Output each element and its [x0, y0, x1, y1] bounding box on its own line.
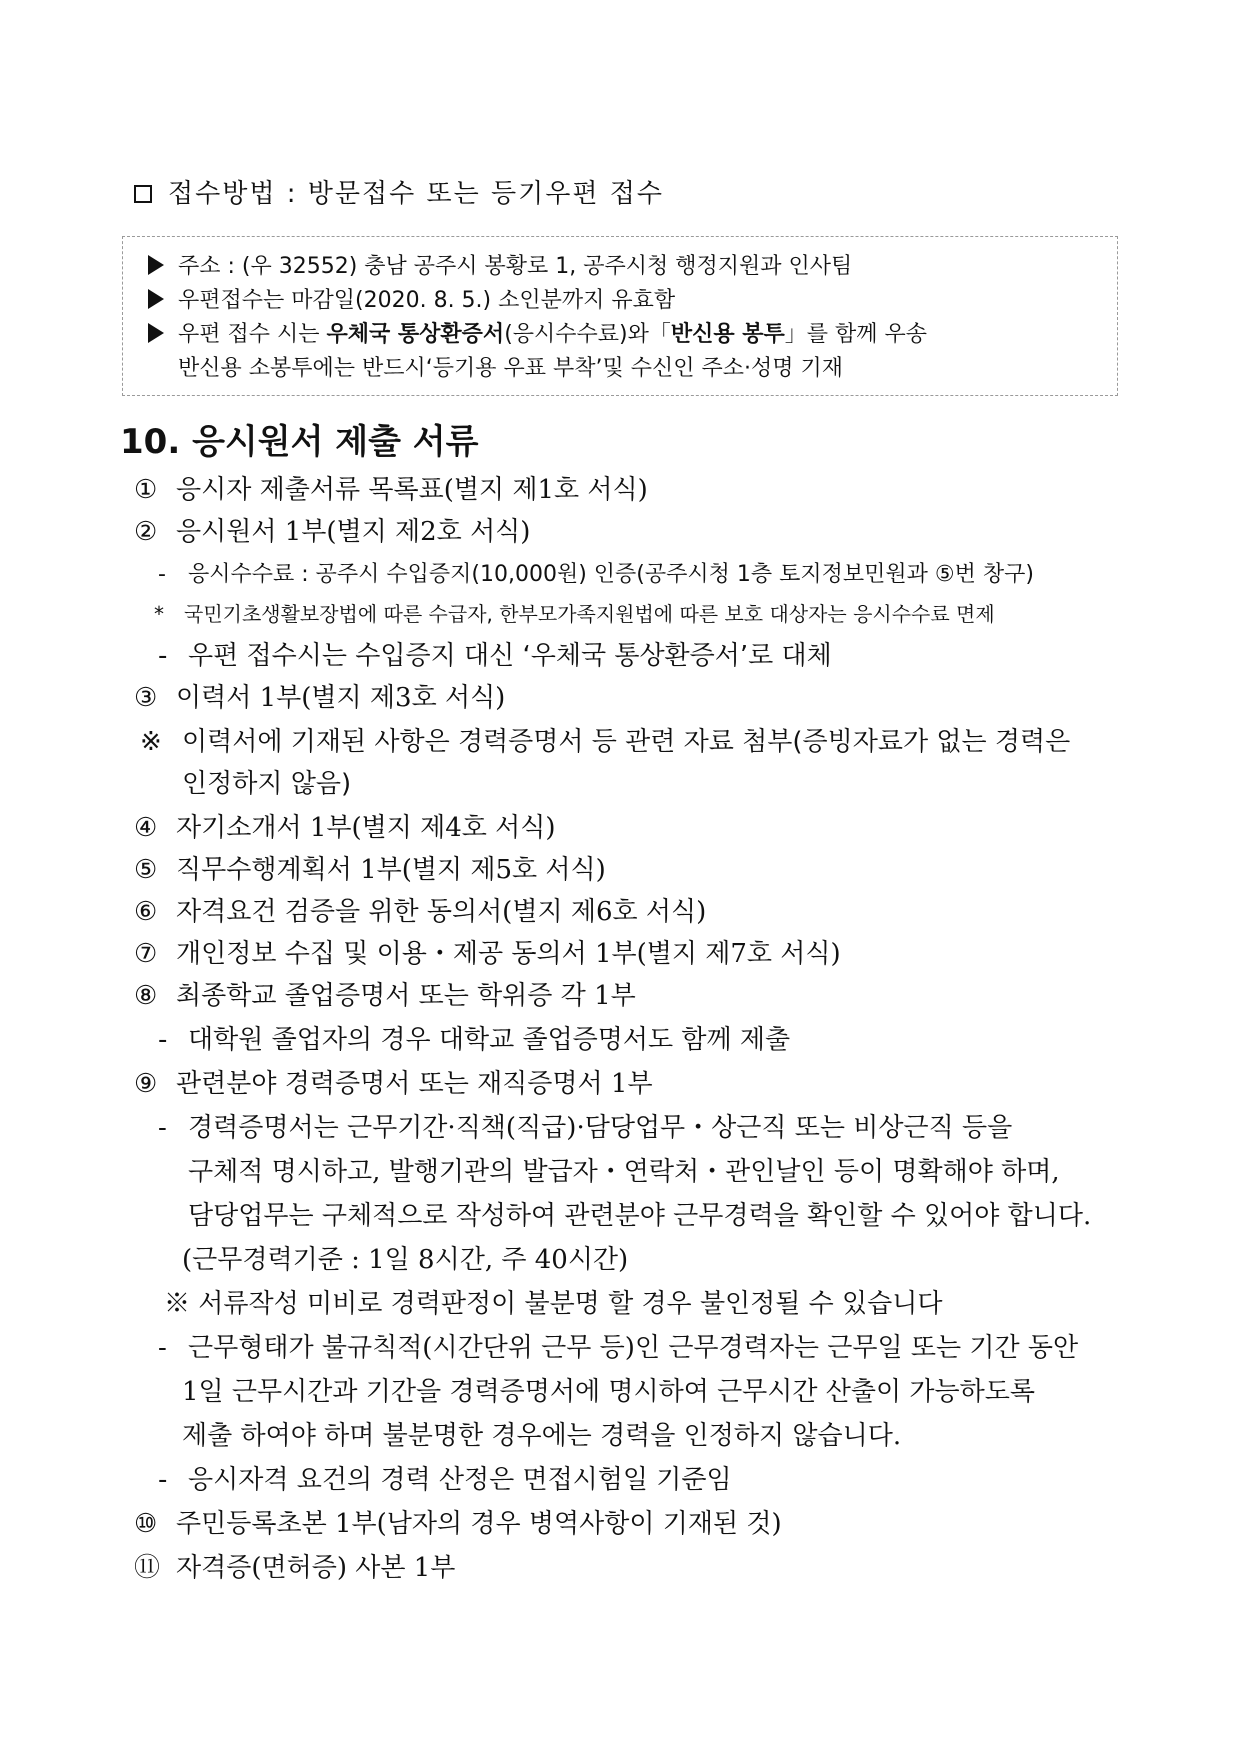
item-3-note: ※ 이력서에 기재된 사항은 경력증명서 등 관련 자료 첨부(증빙자료가 없는 경력은 — [140, 727, 1071, 757]
box-mail-cont-line: 반신용 소봉투에는 반드시‘등기용 우표 부착’및 수신인 주소·성명 기재 — [178, 356, 843, 381]
item-6: ⑥ 자격요건 검증을 위한 동의서(별지 제6호 서식) — [134, 897, 707, 927]
item-2-exemption-note: * 국민기초생활보장법에 따른 수급자, 한부모가족지원법에 따른 보호 대상자는 응시수수료 면제 — [154, 602, 995, 626]
triangle-bullet-icon — [148, 323, 164, 343]
item-9-irregular-3: 제출 하여야 하며 불분명한 경우에는 경력을 인정하지 않습니다. — [182, 1421, 902, 1451]
item-8: ⑧ 최종학교 졸업증명서 또는 학위증 각 1부 — [134, 981, 636, 1011]
item-7: ⑦ 개인정보 수집 및 이용・제공 동의서 1부(별지 제7호 서식) — [134, 939, 841, 969]
item-10: ⑩ 주민등록초본 1부(남자의 경우 병역사항이 기재된 것) — [134, 1509, 782, 1539]
item-3-note-cont: 인정하지 않음) — [182, 769, 352, 799]
item-1: ① 응시자 제출서류 목록표(별지 제1호 서식) — [134, 475, 648, 505]
item-3: ③ 이력서 1부(별지 제3호 서식) — [134, 683, 506, 713]
item-2: ② 응시원서 1부(별지 제2호 서식) — [134, 517, 531, 547]
item-9-detail-2: 구체적 명시하고, 발행기관의 발급자・연락처・관인날인 등이 명확해야 하며, — [188, 1157, 1060, 1187]
item-9-warning: ※ 서류작성 미비로 경력판정이 불분명 할 경우 불인정될 수 있습니다 — [164, 1289, 943, 1319]
method-line: 접수방법 : 방문접수 또는 등기우편 접수 — [134, 176, 664, 212]
item-9: ⑨ 관련분야 경력증명서 또는 재직증명서 1부 — [134, 1069, 653, 1099]
box-address-line: 주소 : (우 32552) 충남 공주시 봉황로 1, 공주시청 행정지원과 인사팀 — [148, 252, 852, 282]
item-9-detail-4: (근무경력기준 : 1일 8시간, 주 40시간) — [182, 1245, 629, 1275]
item-4: ④ 자기소개서 1부(별지 제4호 서식) — [134, 813, 556, 843]
checkbox-square-icon — [134, 185, 152, 203]
item-2-postal: - 우편 접수시는 수입증지 대신 ‘우체국 통상환증서’로 대체 — [158, 641, 832, 671]
box-deadline-line: 우편접수는 마감일(2020. 8. 5.) 소인분까지 유효함 — [148, 286, 675, 316]
item-9-irregular-2: 1일 근무시간과 기간을 경력증명서에 명시하여 근무시간 산출이 가능하도록 — [182, 1377, 1035, 1407]
item-5: ⑤ 직무수행계획서 1부(별지 제5호 서식) — [134, 855, 606, 885]
item-9-detail-3: 담당업무는 구체적으로 작성하여 관련분야 근무경력을 확인할 수 있어야 합니다. — [188, 1201, 1092, 1231]
box-mail-line: 우편 접수 시는 우체국 통상환증서(응시수수료)와「반신용 봉투」를 함께 우송 — [148, 320, 927, 350]
item-2-fee: - 응시수수료 : 공주시 수입증지(10,000원) 인증(공주시청 1층 토지정보민원과 ⑤번 창구) — [158, 562, 1034, 587]
item-8-sub: - 대학원 졸업자의 경우 대학교 졸업증명서도 함께 제출 — [158, 1025, 791, 1055]
item-9-detail-1: - 경력증명서는 근무기간·직책(직급)·담당업무・상근직 또는 비상근직 등을 — [158, 1113, 1013, 1143]
triangle-bullet-icon — [148, 289, 164, 309]
item-9-irregular-1: - 근무형태가 불규칙적(시간단위 근무 등)인 근무경력자는 근무일 또는 기간 동안 — [158, 1333, 1079, 1363]
item-11: ⑪ 자격증(면허증) 사본 1부 — [134, 1553, 456, 1583]
section-title: 10. 응시원서 제출 서류 — [120, 422, 479, 462]
item-9-basis: - 응시자격 요건의 경력 산정은 면접시험일 기준임 — [158, 1465, 732, 1495]
triangle-bullet-icon — [148, 255, 164, 275]
